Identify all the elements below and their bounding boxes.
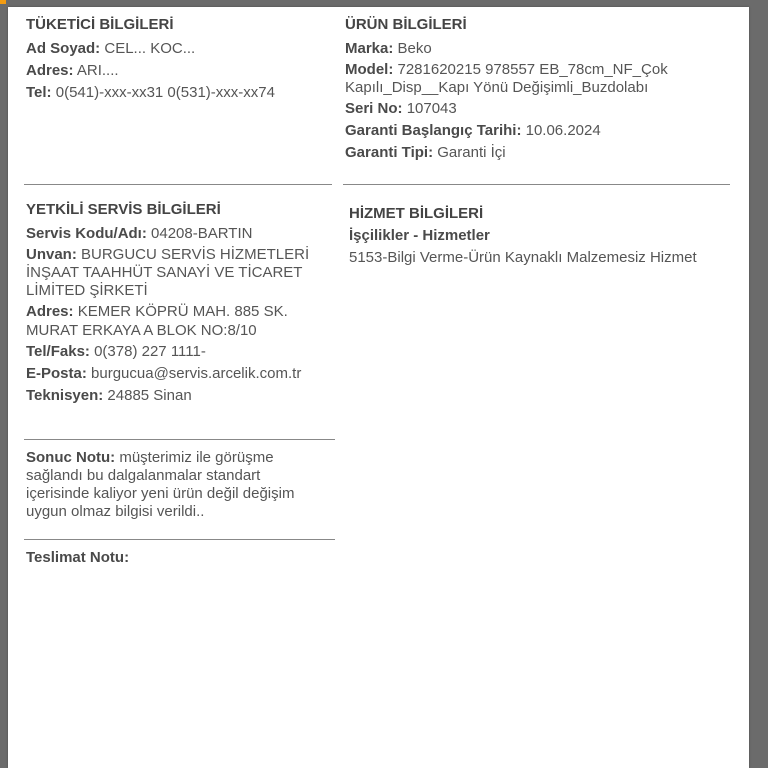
divider-right-top — [343, 184, 730, 185]
divider-left-top — [24, 184, 332, 185]
service-phone-label: Tel/Faks: — [26, 343, 90, 360]
service-company-row — [26, 246, 338, 300]
services-info-item: 5153-Bilgi Verme-Ürün Kaynaklı Malzemesiz Hizmet — [349, 249, 697, 266]
result-note-label: Sonuc Notu: — [26, 449, 116, 466]
service-company-label: Unvan: — [26, 246, 77, 263]
product-section — [345, 15, 690, 165]
consumer-name-row — [26, 39, 336, 59]
service-tech-label: Teknisyen: — [26, 387, 104, 404]
service-address-value: KEMER KÖPRÜ MAH. 885 SK. MURAT ERKAYA A BLOK NO:8/10 — [26, 303, 288, 339]
result-note-value: müşterimiz ile görüşme sağlandı bu dalgalanmalar standart içerisinde kaliyor yeni ürün değil değişim uygun olmaz bilgisi verildi.. — [26, 449, 295, 520]
service-email-row — [26, 364, 338, 384]
product-serial-value: 107043 — [406, 100, 457, 117]
services-info-subtitle: İşçilikler - Hizmetler — [349, 227, 490, 244]
service-phone-row — [26, 342, 338, 362]
consumer-section — [26, 15, 336, 105]
divider-left-middle — [24, 439, 335, 440]
product-serial-row — [345, 99, 690, 119]
service-title: YETKİLİ SERVİS BİLGİLERİ — [26, 201, 221, 218]
consumer-phone-value: 0(541)-xxx-xx31 0(531)-xxx-xx74 — [55, 84, 275, 101]
service-tech-value: 24885 Sinan — [107, 387, 192, 404]
service-company-value: BURGUCU SERVİS HİZMETLERİ İNŞAAT TAAHHÜT SANAYİ VE TİCARET LİMİTED ŞİRKETİ — [26, 246, 310, 299]
service-phone-value: 0(378) 227 1111- — [94, 343, 206, 360]
product-brand-label: Marka: — [345, 40, 394, 57]
delivery-note-label: Teslimat Notu: — [26, 549, 130, 566]
consumer-phone-row — [26, 83, 336, 103]
consumer-address-label: Adres: — [26, 62, 74, 79]
service-tech-row — [26, 386, 338, 406]
service-email-label: E-Posta: — [26, 365, 87, 382]
document-page — [8, 7, 749, 768]
product-title: ÜRÜN BİLGİLERİ — [345, 16, 467, 33]
product-warranty-start-label: Garanti Başlangıç Tarihi: — [345, 122, 522, 139]
consumer-address-row — [26, 61, 336, 81]
service-code-value: 04208-BARTIN — [151, 225, 253, 242]
consumer-title: TÜKETİCİ BİLGİLERİ — [26, 16, 174, 33]
product-model-value: 7281620215 978557 EB_78cm_NF_Çok Kapılı_Disp__Kapı Yönü Değişimli_Buzdolabı — [345, 61, 668, 96]
product-model-label: Model: — [345, 61, 394, 78]
consumer-name-label: Ad Soyad: — [26, 40, 101, 57]
product-warranty-start-value: 10.06.2024 — [525, 122, 601, 139]
service-code-row — [26, 224, 338, 244]
service-section — [26, 200, 338, 408]
service-email-value: burgucua@servis.arcelik.com.tr — [91, 365, 302, 382]
product-serial-label: Seri No: — [345, 100, 403, 117]
consumer-name-value: CEL... KOC... — [104, 40, 196, 57]
product-warranty-type-value: Garanti İçi — [437, 144, 506, 161]
result-note-section — [26, 449, 326, 521]
consumer-phone-label: Tel: — [26, 84, 52, 101]
product-warranty-start-row — [345, 121, 690, 141]
services-info-title: HİZMET BİLGİLERİ — [349, 205, 484, 222]
consumer-address-value: ARI.... — [76, 62, 119, 79]
product-warranty-type-row — [345, 143, 690, 163]
product-warranty-type-label: Garanti Tipi: — [345, 144, 434, 161]
delivery-note-section — [26, 548, 326, 568]
services-info-section — [349, 204, 729, 268]
product-brand-value: Beko — [397, 40, 432, 57]
service-code-label: Servis Kodu/Adı: — [26, 225, 147, 242]
service-address-label: Adres: — [26, 303, 74, 320]
product-model-row — [345, 61, 690, 97]
accent-corner — [0, 0, 6, 4]
divider-left-bottom — [24, 539, 335, 540]
service-address-row — [26, 302, 338, 340]
product-brand-row — [345, 39, 690, 59]
